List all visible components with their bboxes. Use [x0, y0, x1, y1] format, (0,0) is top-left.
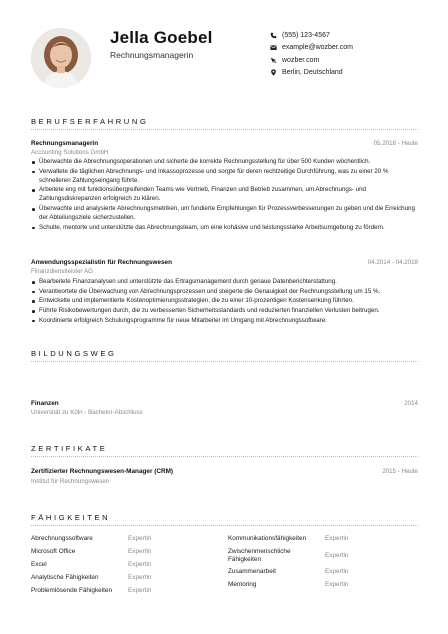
job-company: Accounting Solutions GmbH — [31, 149, 109, 156]
job-bullets — [31, 278, 419, 327]
certificate-title: Zertifizierter Rechnungswesen-Manager (CRM) — [31, 468, 174, 475]
list-item: Schulte, mentorte und unterstützte das Abrechnungsteam, um eine kohäsive und leistungsstarke Arbeitsumgebung zu fördern. — [31, 224, 419, 233]
list-item: Führte Risikobewertungen durch, die zu verbesserten Sicherheitsstandards und reduzierten finanziellen Verlusten beitrugen. — [31, 307, 419, 316]
skill-level: Expertin — [128, 535, 152, 542]
skill-item — [228, 548, 408, 568]
list-item: Verwaltete die täglichen Abrechnungs- und Inkassoprozesse und sorgte für deren rechtzeitige Durchführung, was zu einer 20 % schnelleren Zahlungseingang führte. — [31, 168, 419, 186]
skill-level: Expertin — [325, 581, 349, 588]
certificate-date: 2015 - Heute — [382, 468, 418, 475]
contact-list — [268, 29, 438, 79]
section-title-experience: BERUFSERFAHRUNG — [31, 117, 149, 126]
location-icon — [268, 68, 278, 78]
education-institution: Universität zu Köln - Bachelor-Abschluss — [31, 409, 143, 416]
skill-level: Expertin — [128, 548, 152, 555]
profile-photo — [31, 28, 91, 88]
skills-column-right — [228, 535, 408, 594]
job-bullets — [31, 158, 419, 233]
job-title: Anwendungsspezialistin für Rechnungswesen — [31, 259, 172, 266]
skill-name: Zusammenarbeit — [228, 568, 276, 575]
contact-email — [268, 42, 438, 54]
contact-location-text: Berlin, Deutschland — [282, 69, 343, 76]
skill-name: Excel — [31, 561, 47, 568]
skills-column-left — [31, 535, 211, 600]
list-item: Koordinierte erfolgreich Schulungsprogramme für neue Mitarbeiter im Umgang mit Abrechnungssoftware. — [31, 317, 419, 326]
job-title: Rechnungsmanagerin — [31, 140, 99, 147]
avatar — [31, 28, 91, 88]
contact-website — [268, 54, 438, 66]
skill-level: Expertin — [128, 561, 152, 568]
education-title: Finanzen — [31, 400, 59, 407]
list-item: Überwachte die Abrechnungsoperationen und sicherte die korrekte Rechnungsstellung für über 500 Kunden wöchentlich. — [31, 158, 419, 167]
certificate-institution: Institut für Rechnungswesen — [31, 478, 110, 485]
skill-item — [31, 561, 211, 574]
skill-item — [31, 548, 211, 561]
skill-item — [228, 535, 408, 548]
skill-name: Microsoft Office — [31, 548, 76, 555]
skill-name: Zwischenmenschliche Fähigkeiten — [228, 548, 291, 563]
education-date: 2014 — [404, 400, 418, 407]
skill-level: Expertin — [325, 552, 349, 559]
contact-email-text[interactable]: example@wozber.com — [282, 44, 353, 51]
skill-level: Expertin — [128, 587, 152, 594]
skill-level: Expertin — [325, 568, 349, 575]
candidate-name: Jella Goebel — [110, 28, 213, 47]
skill-level: Expertin — [325, 535, 349, 542]
phone-icon — [268, 30, 278, 40]
contact-location — [268, 67, 438, 79]
section-divider — [31, 456, 418, 457]
section-title-certificates: ZERTIFIKATE — [31, 444, 108, 453]
skill-name: Problemlösende Fähigkeiten — [31, 587, 112, 594]
contact-phone — [268, 29, 438, 41]
contact-phone-text[interactable]: (555) 123-4567 — [282, 31, 330, 39]
candidate-role: Rechnungsmanagerin — [110, 50, 194, 60]
skill-item — [31, 587, 211, 600]
skill-item — [228, 568, 408, 581]
list-item: Entwickelte und implementierte Kostenoptimierungsstrategien, die zu einer 10-prozentigen Kostensenkung führten. — [31, 297, 419, 306]
job-dates: 05.2018 - Heute — [373, 140, 418, 147]
list-item: Bearbeitete Finanzanalysen und unterstützte das Ertragsmanagement durch genaue Datenberichterstattung. — [31, 278, 419, 287]
skill-name: Kommunikationsfähigkeiten — [228, 535, 307, 542]
skill-item — [228, 581, 408, 594]
skill-item — [31, 574, 211, 587]
list-item: Arbeitete eng mit funktionsübergreifenden Teams wie Vertrieb, Finanzen und Betrieb zusammen, um Abrechnungs- und Zahlungsdiskrepanzen erfolgreich zu klären. — [31, 186, 419, 204]
section-title-education: BILDUNGSWEG — [31, 349, 117, 358]
section-divider — [31, 525, 418, 526]
section-divider — [31, 361, 418, 362]
job-company: Finanzdienstleister AG — [31, 268, 93, 275]
section-divider — [31, 129, 418, 130]
skill-name: Abrechnungssoftware — [31, 535, 93, 542]
skill-name: Mentoring — [228, 581, 257, 588]
email-icon — [268, 43, 278, 53]
list-item: Überwachte und analysierte Abrechnungsmetriken, um fundierte Empfehlungen für Prozessverbesserungen zu geben und die Erreichung der Abteilungsziele sicherzustellen. — [31, 205, 419, 223]
skill-item — [31, 535, 211, 548]
list-item: Verantwortete die Überwachung von Abrechnungsprozessen und steigerte die Genauigkeit der Rechnungsstellung um 15 %. — [31, 288, 419, 297]
link-icon — [268, 55, 278, 65]
job-dates: 04.2014 - 04.2018 — [367, 259, 418, 266]
section-title-skills: FÄHIGKEITEN — [31, 513, 111, 522]
skill-name: Analytische Fähigkeiten — [31, 574, 99, 581]
skill-level: Expertin — [128, 574, 152, 581]
contact-website-text[interactable]: wozber.com — [282, 56, 320, 64]
